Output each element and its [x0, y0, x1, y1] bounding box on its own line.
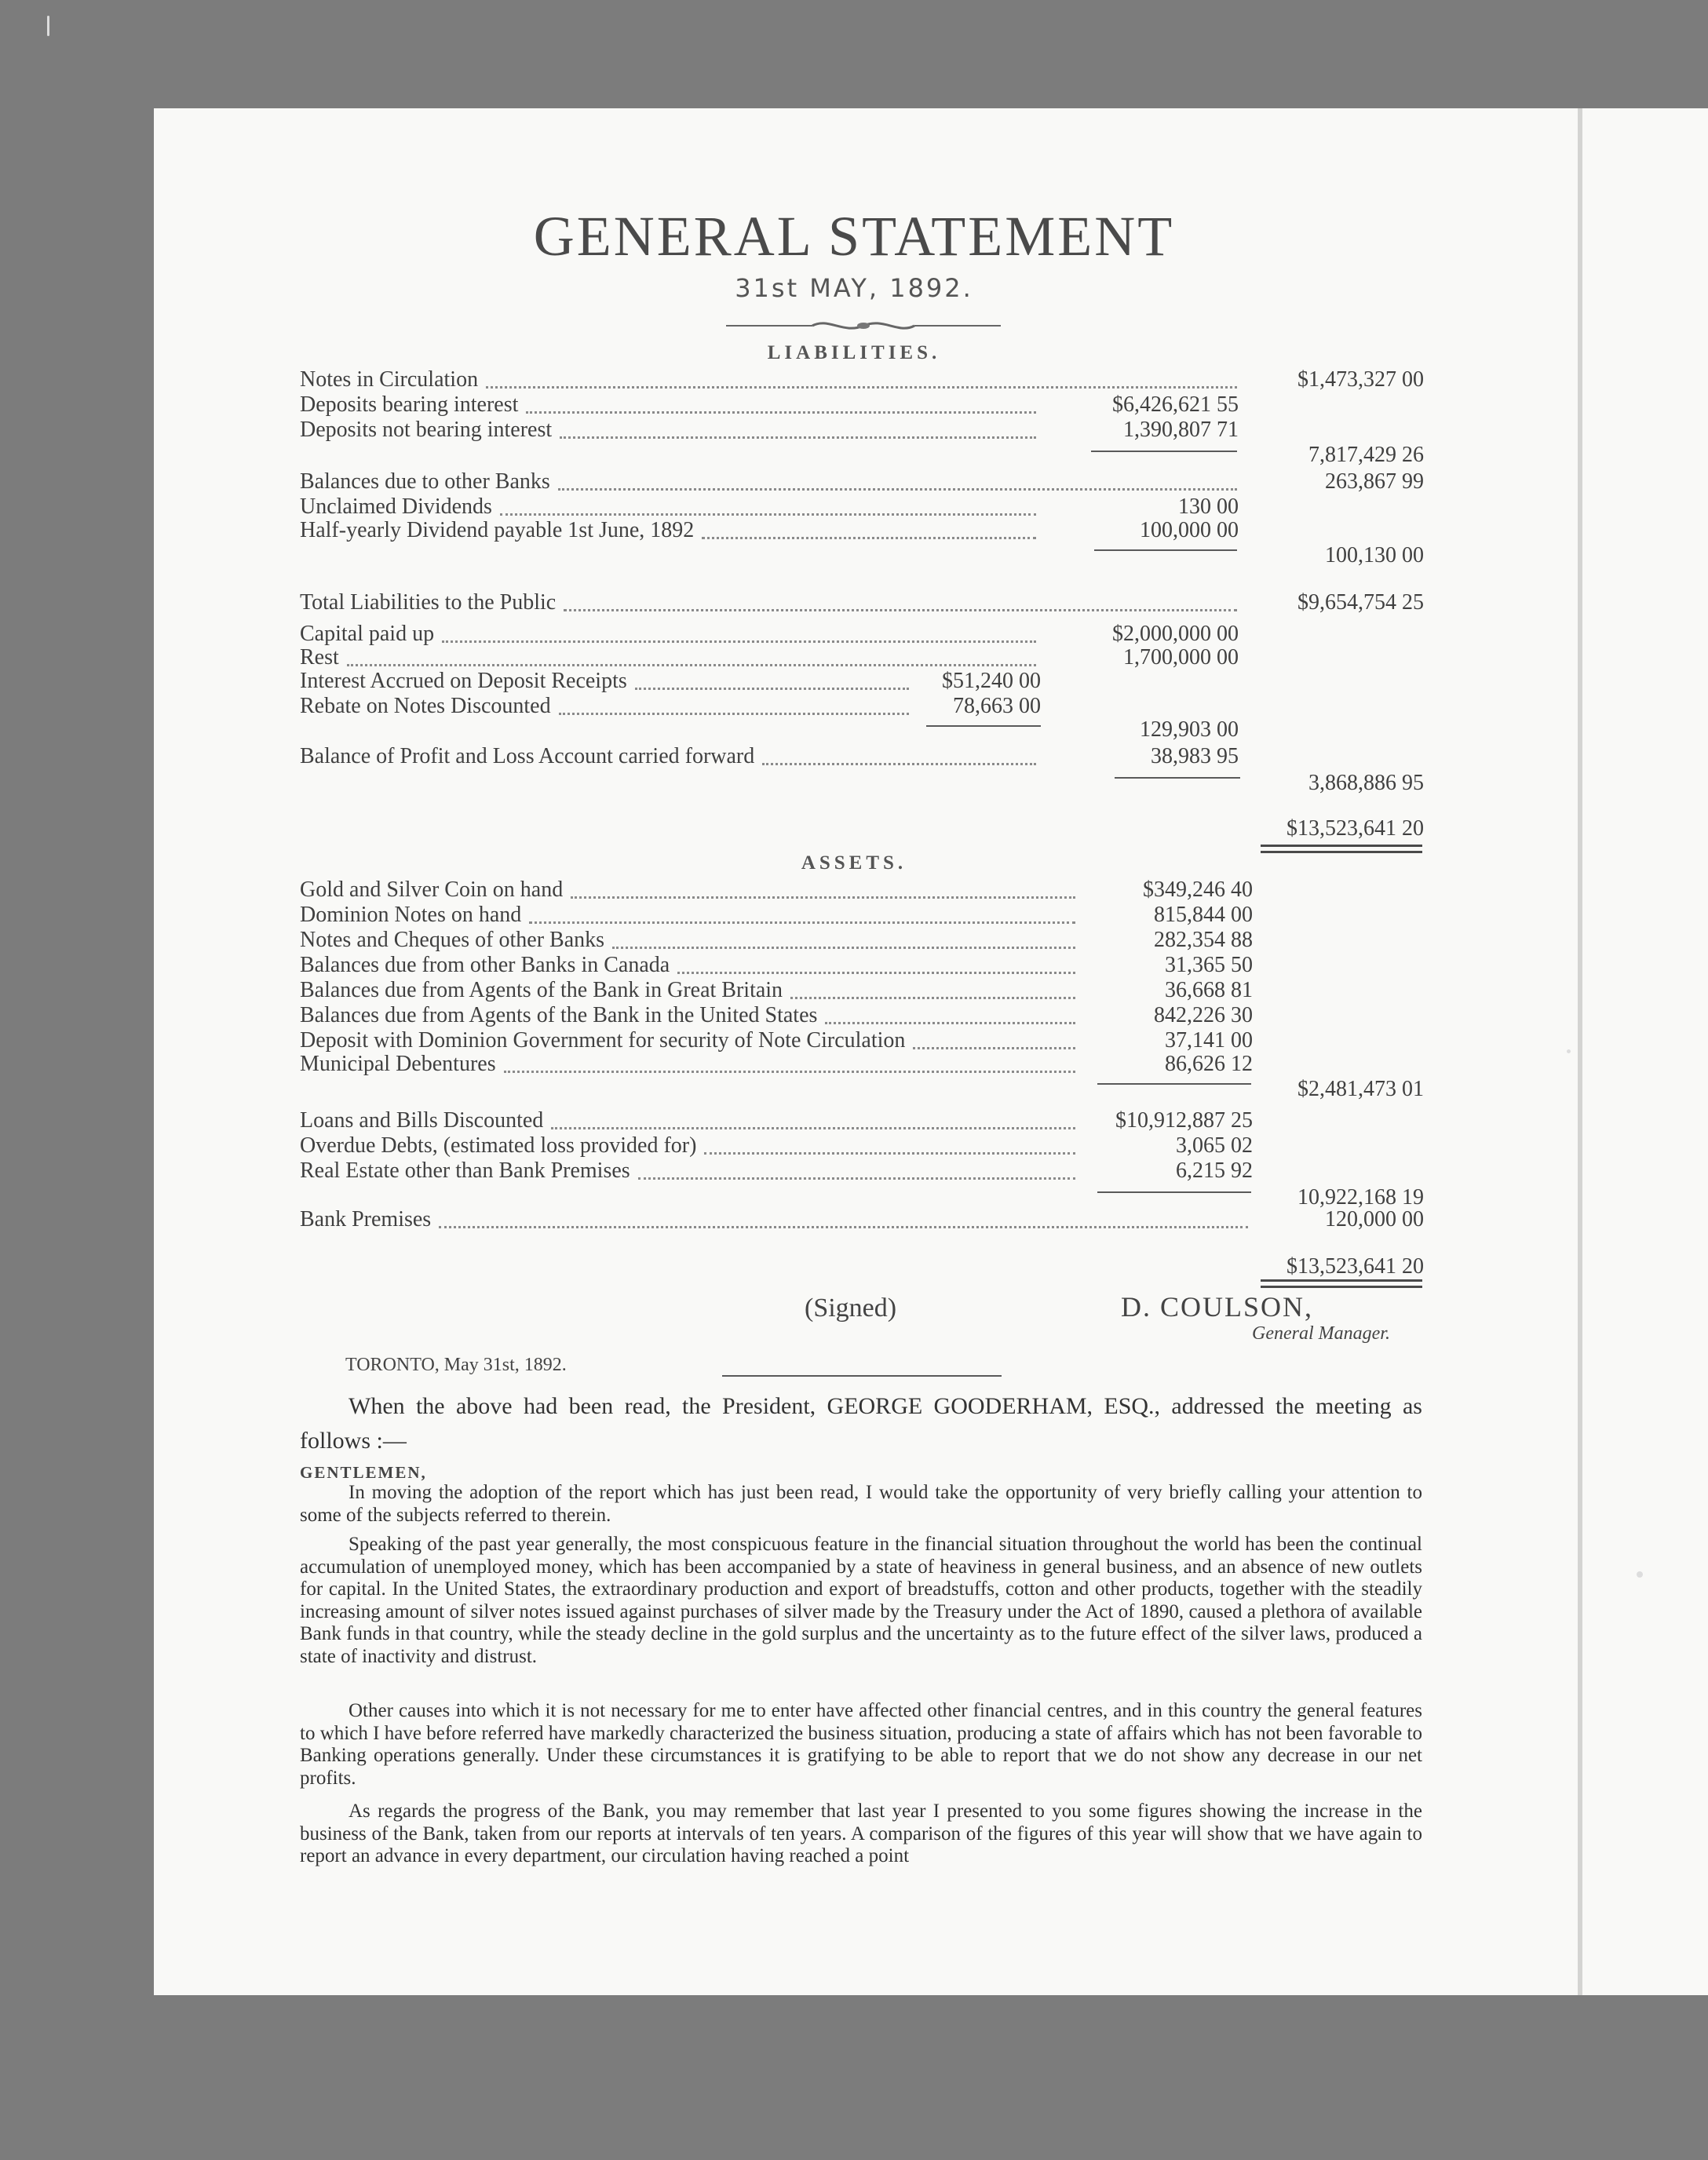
- assets-amount-c3: 10,922,168 19: [1297, 1185, 1424, 1210]
- body-paragraph: Other causes into which it is not necessary for me to enter have affected other financial centres, and in this country the general features to which I have before referred have markedly characterized the business situation, producing a state of affairs which has not been favorable to Banking operations generally. Under these circumstances it is gratifying to be able to report that we do not show any decrease in our net profits.: [300, 1700, 1422, 1789]
- leader-dots: [762, 738, 1036, 765]
- liabilities-amount-c2: $6,426,621 55: [1112, 392, 1239, 417]
- liabilities-row: [0, 418, 1708, 443]
- liabilities-item-label: Half-yearly Dividend payable 1st June, 1892: [300, 518, 695, 542]
- liabilities-amount-c3: $1,473,327 00: [1297, 367, 1424, 392]
- assets-item-label: Overdue Debts, (estimated loss provided for): [300, 1133, 697, 1158]
- place-and-date: TORONTO, May 31st, 1892.: [345, 1355, 567, 1375]
- leader-dots: [551, 1102, 1075, 1129]
- assets-item-label: Deposit with Dominion Government for security of Note Circulation: [300, 1028, 906, 1053]
- liabilities-row: [0, 744, 1708, 769]
- body-paragraph: In moving the adoption of the report which has just been read, I would take the opportunity of very briefly calling your attention to some of the subjects referred to therein.: [300, 1482, 1422, 1526]
- assets-item-label: Balances due from Agents of the Bank in Great Britain: [300, 978, 783, 1002]
- assets-item-label: Loans and Bills Discounted: [300, 1108, 544, 1133]
- assets-item-label: Gold and Silver Coin on hand: [300, 878, 564, 902]
- assets-amount-c3: $13,523,641 20: [1286, 1254, 1424, 1279]
- statement-date: 31st MAY, 1892.: [735, 273, 973, 303]
- liabilities-item-label: Balance of Profit and Loss Account carried forward: [300, 744, 755, 768]
- liabilities-amount-c3: 263,867 99: [1325, 469, 1424, 494]
- assets-amount-c2: $349,246 40: [1143, 878, 1253, 902]
- sum-rule: [1094, 549, 1237, 551]
- liabilities-item-label: Deposits bearing interest: [300, 392, 519, 417]
- total-double-rule: [1261, 1279, 1422, 1288]
- liabilities-item-label: Notes in Circulation: [300, 367, 479, 392]
- leader-dots: [439, 1201, 1248, 1228]
- assets-amount-c3: $2,481,473 01: [1297, 1077, 1424, 1101]
- assets-amount-c2: 815,844 00: [1154, 903, 1253, 927]
- liabilities-item-label: Rest: [300, 645, 339, 670]
- assets-heading: ASSETS.: [801, 852, 907, 874]
- assets-amount-c2: 6,215 92: [1176, 1158, 1253, 1183]
- signatory-title: General Manager.: [1252, 1323, 1390, 1344]
- leader-dots: [638, 1152, 1075, 1180]
- liabilities-row: [0, 694, 1708, 719]
- assets-item-label: Balances due from Agents of the Bank in the United States: [300, 1003, 818, 1027]
- assets-amount-c2: 3,065 02: [1176, 1133, 1253, 1158]
- liabilities-row: [0, 771, 1708, 796]
- leader-dots: [559, 688, 909, 715]
- assets-item-label: Bank Premises: [300, 1207, 432, 1231]
- leader-dots: [504, 1045, 1075, 1073]
- liabilities-item-label: Rebate on Notes Discounted: [300, 694, 551, 718]
- liabilities-item-label: Unclaimed Dividends: [300, 494, 492, 519]
- assets-item-label: Real Estate other than Bank Premises: [300, 1158, 630, 1183]
- leader-dots: [571, 871, 1075, 899]
- assets-item-label: Dominion Notes on hand: [300, 903, 522, 927]
- liabilities-amount-c2: $2,000,000 00: [1112, 622, 1239, 646]
- leader-dots: [790, 972, 1075, 999]
- liabilities-item-label: Balances due to other Banks: [300, 469, 550, 494]
- total-double-rule: [1261, 845, 1422, 853]
- liabilities-amount-c1: $51,240 00: [942, 669, 1041, 693]
- leader-dots: [702, 512, 1036, 539]
- assets-item-label: Balances due from other Banks in Canada: [300, 953, 670, 977]
- leader-dots: [564, 584, 1237, 611]
- assets-row: [0, 1158, 1708, 1184]
- leader-dots: [560, 411, 1036, 439]
- assets-item-label: Municipal Debentures: [300, 1052, 496, 1076]
- assets-amount-c2: 282,354 88: [1154, 928, 1253, 952]
- body-paragraph: As regards the progress of the Bank, you may remember that last year I presented to you some figures showing the increase in the business of the Bank, taken from our reports at intervals of ten years. A comparison of the figures of this year will show that we have again to report an advance in every department, our circulation having reached a point: [300, 1801, 1422, 1866]
- leader-dots: [526, 386, 1036, 414]
- leader-dots: [635, 662, 909, 690]
- separator-rule: [722, 1375, 1002, 1377]
- sum-rule: [1097, 1191, 1251, 1193]
- liabilities-heading: LIABILITIES.: [767, 342, 941, 363]
- signed-label: (Signed): [805, 1293, 897, 1323]
- scan-speck: [47, 16, 49, 36]
- assets-row: [0, 1077, 1708, 1102]
- liabilities-amount-c1: 78,663 00: [953, 694, 1041, 718]
- assets-row: [0, 1003, 1708, 1028]
- liabilities-row: [0, 543, 1708, 568]
- leader-dots: [612, 921, 1075, 949]
- assets-amount-c2: 37,141 00: [1165, 1028, 1253, 1053]
- sum-rule: [1091, 451, 1237, 452]
- sum-rule: [1097, 1083, 1251, 1085]
- liabilities-item-label: Deposits not bearing interest: [300, 418, 553, 442]
- liabilities-amount-c3: 7,817,429 26: [1308, 443, 1424, 467]
- liabilities-item-label: Interest Accrued on Deposit Receipts: [300, 669, 627, 693]
- liabilities-item-label: Total Liabilities to the Public: [300, 590, 557, 615]
- liabilities-amount-c2: 38,983 95: [1151, 744, 1239, 768]
- assets-row: [0, 1207, 1708, 1232]
- liabilities-amount-c3: $9,654,754 25: [1297, 590, 1424, 615]
- signatory-name: D. COULSON,: [1121, 1291, 1314, 1323]
- assets-amount-c2: 36,668 81: [1165, 978, 1253, 1002]
- salutation: GENTLEMEN,: [300, 1463, 427, 1482]
- liabilities-amount-c3: 100,130 00: [1325, 543, 1424, 567]
- ornament-divider-icon: [726, 314, 1001, 338]
- assets-amount-c3: 120,000 00: [1325, 1207, 1424, 1231]
- leader-dots: [529, 896, 1075, 924]
- liabilities-item-label: Capital paid up: [300, 622, 435, 646]
- liabilities-row: [0, 518, 1708, 543]
- leader-dots: [704, 1127, 1075, 1155]
- assets-row: [0, 1254, 1708, 1279]
- assets-amount-c2: 86,626 12: [1165, 1052, 1253, 1076]
- liabilities-amount-c3: 3,868,886 95: [1308, 771, 1424, 795]
- liabilities-row: [0, 816, 1708, 841]
- liabilities-amount-c2: 1,390,807 71: [1123, 418, 1239, 442]
- document-title: GENERAL STATEMENT: [533, 205, 1175, 268]
- sum-rule: [926, 725, 1041, 727]
- liabilities-row: [0, 590, 1708, 615]
- leader-dots: [558, 463, 1237, 491]
- liabilities-amount-c2: 100,000 00: [1140, 518, 1239, 542]
- assets-row: [0, 1052, 1708, 1077]
- leader-dots: [825, 997, 1075, 1024]
- intro-paragraph: When the above had been read, the President, GEORGE GOODERHAM, ESQ., addressed the meeting as follows :—: [300, 1393, 1422, 1454]
- leader-dots: [677, 947, 1075, 974]
- sum-rule: [1115, 777, 1240, 779]
- leader-dots: [486, 361, 1237, 389]
- assets-amount-c2: 31,365 50: [1165, 953, 1253, 977]
- assets-amount-c2: 842,226 30: [1154, 1003, 1253, 1027]
- assets-amount-c2: $10,912,887 25: [1115, 1108, 1253, 1133]
- liabilities-amount-c2: 130 00: [1178, 494, 1239, 519]
- assets-item-label: Notes and Cheques of other Banks: [300, 928, 605, 952]
- scan-speck: [1637, 1571, 1643, 1578]
- liabilities-amount-c3: $13,523,641 20: [1286, 816, 1424, 841]
- body-paragraph: Speaking of the past year generally, the most conspicuous feature in the financial situation throughout the world has been the continual accumulation of unemployed money, which has been accompanied by a state of heaviness in general business, and an absence of new outlets for capital. In the United States, the extraordinary production and export of breadstuffs, cotton and other products, together with the steadily increasing amount of silver notes issued against purchases of silver made by the Treasury under the Act of 1890, caused a plethora of available Bank funds in that country, while the steady decline in the gold surplus and the uncertainty as to the future effect of the silver laws, produced a state of inactivity and distrust.: [300, 1534, 1422, 1667]
- liabilities-amount-c2: 129,903 00: [1140, 717, 1239, 742]
- liabilities-amount-c2: 1,700,000 00: [1123, 645, 1239, 670]
